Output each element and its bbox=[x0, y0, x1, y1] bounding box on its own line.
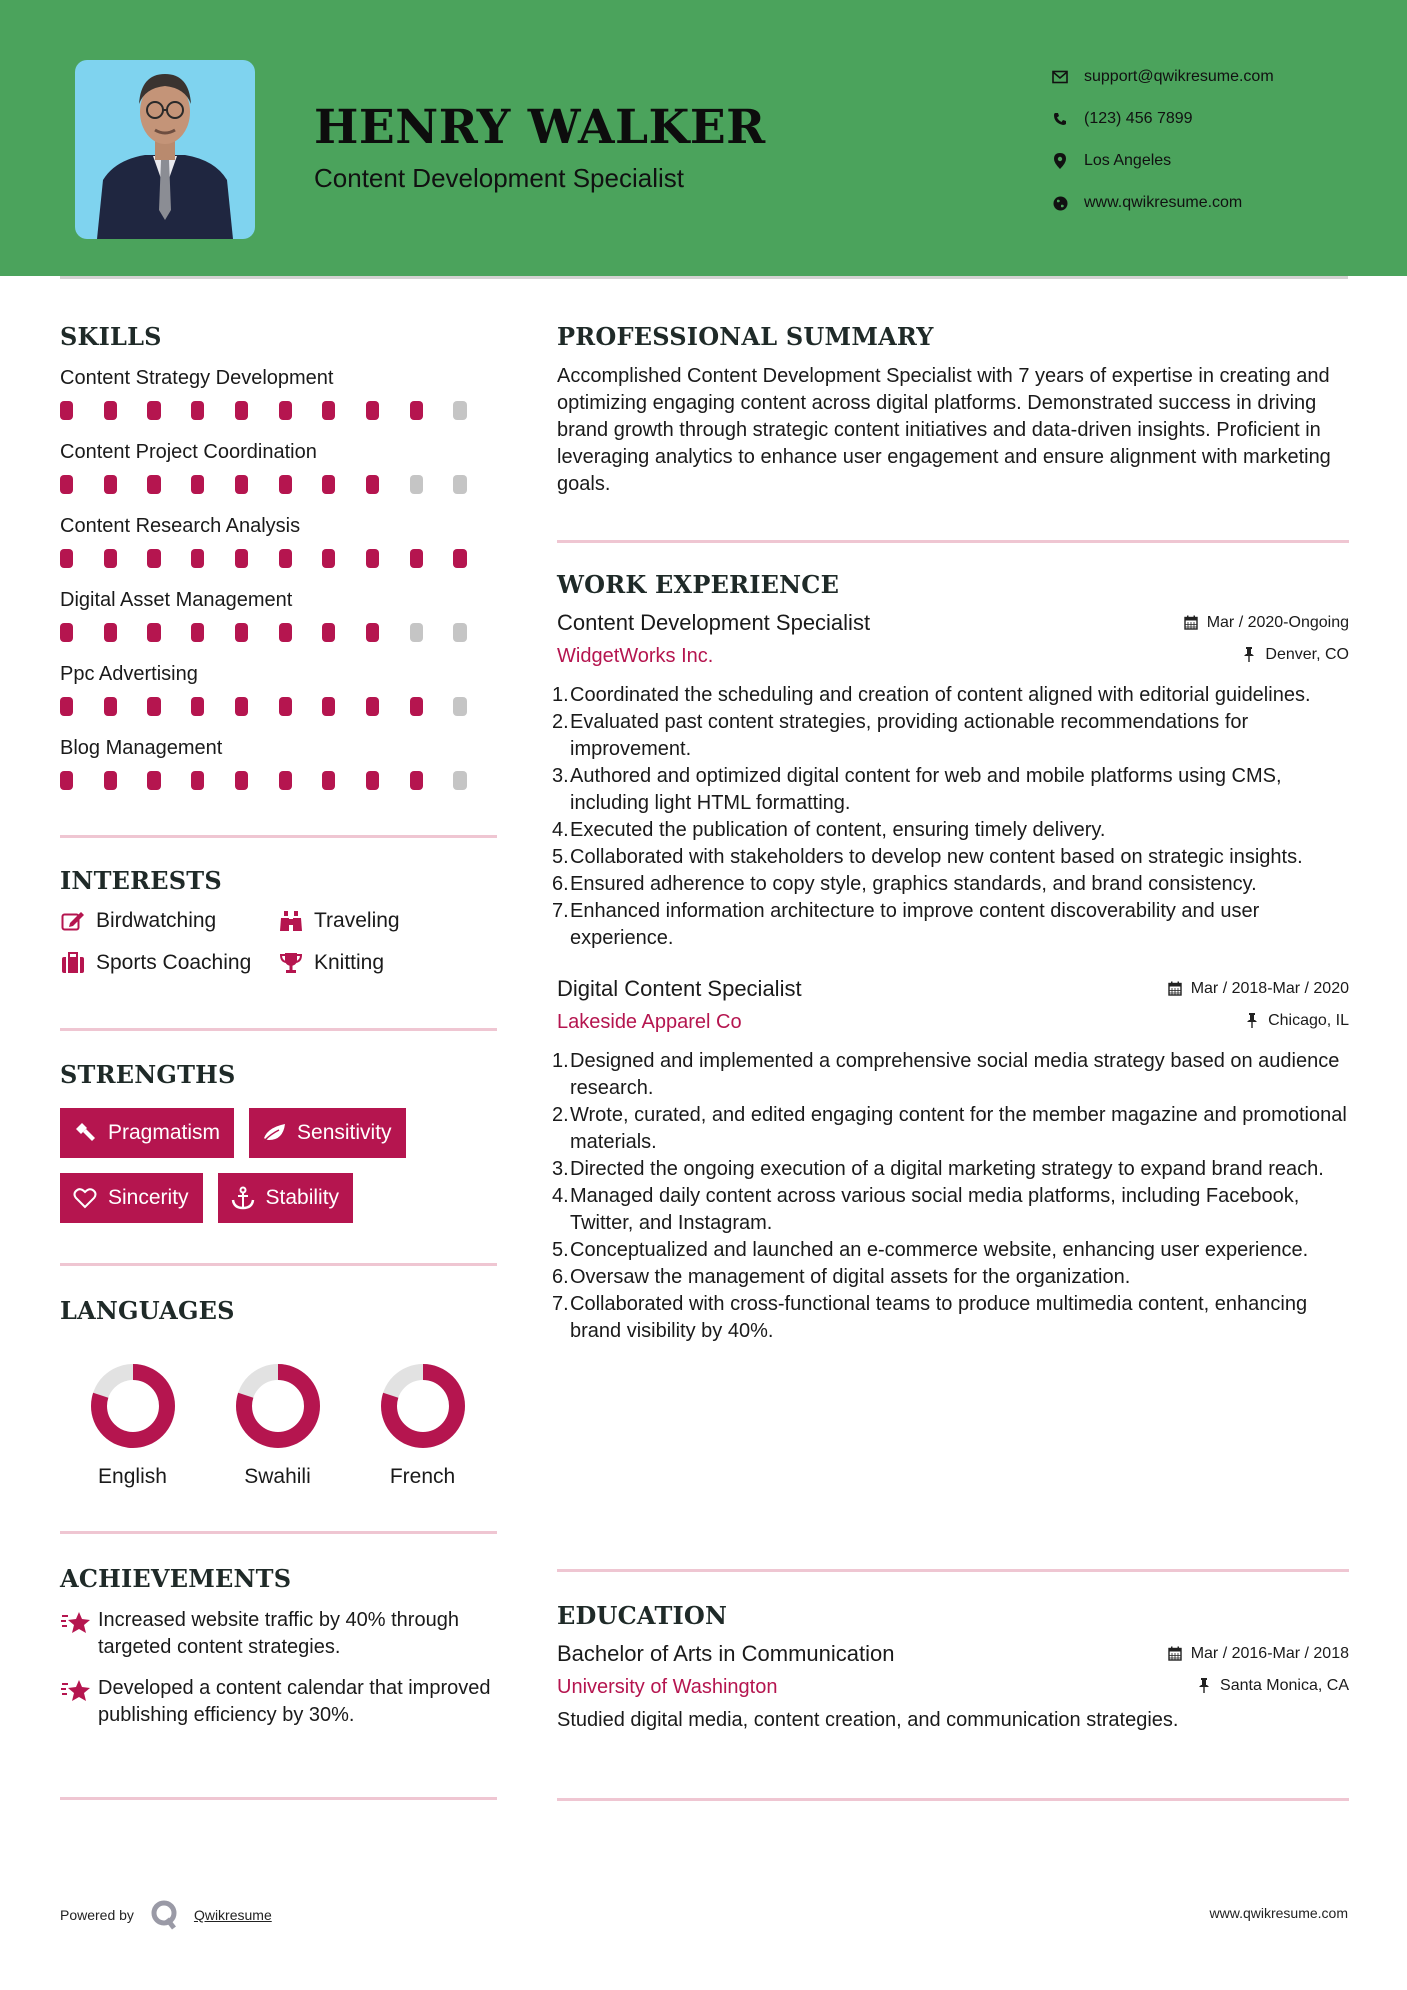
candidate-title: Content Development Specialist bbox=[314, 163, 684, 193]
job-bullet: 3. Authored and optimized digital content for web and mobile platforms using CMS, including light HTML formatting. bbox=[552, 765, 1282, 814]
education-section bbox=[557, 1601, 1349, 1732]
header-divider bbox=[60, 276, 1348, 279]
rating-dot-filled bbox=[235, 623, 248, 642]
job-location: Denver, CO bbox=[1241, 646, 1349, 664]
experience-section bbox=[552, 570, 1349, 1345]
job-bullet: 2. Wrote, curated, and edited engaging content for the member magazine and promotional materials. bbox=[552, 1104, 1347, 1153]
interests-list bbox=[60, 909, 497, 975]
section-divider bbox=[60, 1263, 497, 1266]
section-title-summary: PROFESSIONAL SUMMARY bbox=[557, 322, 934, 351]
rating-dot-filled bbox=[322, 623, 335, 642]
rating-dot-empty bbox=[453, 771, 466, 790]
skill-item: Content Project Coordination bbox=[60, 437, 497, 511]
pushpin-icon bbox=[1244, 1013, 1260, 1029]
rating-dot-empty bbox=[453, 697, 466, 716]
edit-icon bbox=[60, 909, 86, 933]
resume-header bbox=[0, 0, 1407, 276]
skill-rating bbox=[60, 393, 497, 437]
job-bullet: 7. Enhanced information architecture to improve content discoverability and user experience. bbox=[552, 900, 1260, 949]
rating-dot-filled bbox=[191, 623, 204, 642]
contact-website[interactable]: www.qwikresume.com bbox=[1050, 182, 1274, 224]
section-title-education: EDUCATION bbox=[557, 1601, 728, 1630]
rating-dot-filled bbox=[104, 475, 117, 494]
rating-dot-filled bbox=[191, 549, 204, 568]
rating-dot-filled bbox=[60, 623, 73, 642]
job-bullet: 6. Oversaw the management of digital assets for the organization. bbox=[552, 1266, 1131, 1288]
skill-item: Blog Management bbox=[60, 733, 497, 807]
skill-rating bbox=[60, 615, 497, 659]
strength-badge: Stability bbox=[218, 1173, 354, 1223]
achievement-item: Developed a content calendar that improved publishing efficiency by 30%. bbox=[60, 1675, 497, 1729]
rating-dot-filled bbox=[191, 771, 204, 790]
education-description: Studied digital media, content creation, and communication strategies. bbox=[557, 1709, 1179, 1731]
rating-dot-filled bbox=[279, 697, 292, 716]
job-entry bbox=[552, 610, 1349, 952]
summary-section bbox=[557, 322, 1349, 498]
contact-phone[interactable]: (123) 456 7899 bbox=[1050, 98, 1274, 140]
strength-badge: Sensitivity bbox=[249, 1108, 406, 1158]
contact-list bbox=[1050, 56, 1274, 224]
languages-list bbox=[60, 1363, 497, 1489]
rating-dot-empty bbox=[453, 623, 466, 642]
rating-dot-filled bbox=[147, 771, 160, 790]
section-divider bbox=[60, 835, 497, 838]
anchor-icon bbox=[230, 1186, 256, 1210]
section-divider bbox=[557, 1569, 1349, 1572]
rating-dot-filled bbox=[279, 549, 292, 568]
education-location: Santa Monica, CA bbox=[1196, 1677, 1349, 1695]
company-name: WidgetWorks Inc. bbox=[557, 645, 714, 667]
rating-dot-filled bbox=[410, 401, 423, 420]
rating-dot-filled bbox=[322, 549, 335, 568]
map-marker-icon bbox=[1050, 151, 1070, 171]
achievement-item: Increased website traffic by 40% through targeted content strategies. bbox=[60, 1607, 497, 1661]
skill-rating bbox=[60, 689, 497, 733]
rating-dot-filled bbox=[147, 549, 160, 568]
candidate-name: HENRY WALKER bbox=[314, 100, 766, 155]
rating-dot-filled bbox=[453, 549, 466, 568]
rating-dot-filled bbox=[60, 401, 73, 420]
section-title-strengths: STRENGTHS bbox=[60, 1060, 236, 1089]
contact-location: Los Angeles bbox=[1050, 140, 1274, 182]
skill-rating bbox=[60, 467, 497, 511]
calendar-icon bbox=[1183, 615, 1199, 631]
envelope-icon bbox=[1050, 67, 1070, 87]
rating-dot-empty bbox=[453, 475, 466, 494]
job-title: Content Development Specialist bbox=[557, 610, 871, 635]
rating-dot-filled bbox=[366, 475, 379, 494]
rating-dot-filled bbox=[191, 697, 204, 716]
achievements-section bbox=[60, 1564, 497, 1729]
job-bullet: 4. Managed daily content across various social media platforms, including Facebook, Twitter, and Instagram. bbox=[552, 1185, 1300, 1234]
qwikresume-logo-icon bbox=[150, 1900, 180, 1930]
pushpin-icon bbox=[1241, 647, 1257, 663]
rating-dot-filled bbox=[279, 475, 292, 494]
job-bullet: 6. Ensured adherence to copy style, graphics standards, and brand consistency. bbox=[552, 873, 1257, 895]
pushpin-icon bbox=[1196, 1678, 1212, 1694]
footer-website-link[interactable]: www.qwikresume.com bbox=[1209, 1905, 1348, 1921]
rating-dot-filled bbox=[147, 623, 160, 642]
star-icon bbox=[60, 1607, 98, 1661]
calendar-icon bbox=[1167, 1646, 1183, 1662]
interest-item: Sports Coaching bbox=[60, 951, 278, 975]
rating-dot-filled bbox=[366, 623, 379, 642]
rating-dot-filled bbox=[366, 401, 379, 420]
calendar-icon bbox=[1167, 981, 1183, 997]
section-divider bbox=[60, 1797, 497, 1800]
skill-rating bbox=[60, 763, 497, 807]
job-dates: Mar / 2020-Ongoing bbox=[1183, 614, 1349, 632]
strengths-section bbox=[60, 1060, 497, 1223]
rating-dot-filled bbox=[410, 549, 423, 568]
job-bullets bbox=[552, 682, 1349, 952]
job-bullet: 1. Coordinated the scheduling and creation of content aligned with editorial guidelines. bbox=[552, 684, 1311, 706]
rating-dot-filled bbox=[60, 771, 73, 790]
degree-title: Bachelor of Arts in Communication bbox=[557, 1641, 895, 1666]
strength-badge: Pragmatism bbox=[60, 1108, 234, 1158]
section-title-experience: WORK EXPERIENCE bbox=[557, 570, 840, 599]
heart-icon bbox=[72, 1186, 98, 1210]
language-item: Swahili bbox=[205, 1363, 350, 1489]
section-divider bbox=[60, 1028, 497, 1031]
rating-dot-filled bbox=[147, 401, 160, 420]
binoculars-icon bbox=[278, 909, 304, 933]
rating-dot-filled bbox=[235, 697, 248, 716]
skill-rating bbox=[60, 541, 497, 585]
job-location: Chicago, IL bbox=[1244, 1012, 1349, 1030]
trophy-icon bbox=[278, 951, 304, 975]
skill-item: Ppc Advertising bbox=[60, 659, 497, 733]
company-name: Lakeside Apparel Co bbox=[557, 1011, 742, 1033]
rating-dot-filled bbox=[191, 475, 204, 494]
rating-dot-filled bbox=[279, 771, 292, 790]
rating-dot-filled bbox=[191, 401, 204, 420]
skill-item: Content Research Analysis bbox=[60, 511, 497, 585]
briefcase-icon bbox=[60, 951, 86, 975]
skill-item: Digital Asset Management bbox=[60, 585, 497, 659]
rating-dot-filled bbox=[322, 697, 335, 716]
rating-dot-filled bbox=[235, 549, 248, 568]
contact-email[interactable]: support@qwikresume.com bbox=[1050, 56, 1274, 98]
job-bullet: 5. Collaborated with stakeholders to develop new content based on strategic insights. bbox=[552, 846, 1303, 868]
qwikresume-link[interactable]: Qwikresume bbox=[193, 1907, 272, 1923]
profile-photo bbox=[75, 60, 255, 239]
rating-dot-filled bbox=[235, 401, 248, 420]
job-bullet: 7. Collaborated with cross-functional teams to produce multimedia content, enhancing brand visibility by 40%. bbox=[552, 1293, 1308, 1342]
language-donut bbox=[380, 1363, 466, 1449]
summary-text: Accomplished Content Development Specialist with 7 years of expertise in creating and optimizing engaging content across digital platforms. Demonstrated success in driving brand growth through strategic content initiatives and data-driven insights. Proficient in leveraging analytics to enhance user engagement and ensure alignment with marketing goals. bbox=[557, 365, 1331, 495]
star-icon bbox=[60, 1675, 98, 1729]
section-divider bbox=[557, 1798, 1349, 1801]
skill-item: Content Strategy Development bbox=[60, 363, 497, 437]
rating-dot-filled bbox=[322, 401, 335, 420]
interest-item: Knitting bbox=[278, 951, 478, 975]
rating-dot-filled bbox=[104, 401, 117, 420]
job-bullets bbox=[552, 1048, 1349, 1345]
rating-dot-filled bbox=[366, 771, 379, 790]
strengths-list bbox=[60, 1108, 497, 1223]
section-divider bbox=[60, 1531, 497, 1534]
job-entry bbox=[552, 976, 1349, 1345]
interest-item: Traveling bbox=[278, 909, 478, 933]
education-entry bbox=[557, 1641, 1349, 1732]
section-title-skills: SKILLS bbox=[60, 322, 162, 351]
leaf-icon bbox=[261, 1121, 287, 1145]
section-title-languages: LANGUAGES bbox=[60, 1296, 235, 1325]
rating-dot-filled bbox=[60, 697, 73, 716]
rating-dot-filled bbox=[104, 623, 117, 642]
rating-dot-filled bbox=[235, 475, 248, 494]
section-title-interests: INTERESTS bbox=[60, 866, 222, 895]
rating-dot-filled bbox=[104, 771, 117, 790]
section-title-achievements: ACHIEVEMENTS bbox=[60, 1564, 292, 1593]
rating-dot-filled bbox=[104, 697, 117, 716]
language-item: English bbox=[60, 1363, 205, 1489]
job-bullet: 1. Designed and implemented a comprehensive social media strategy based on audience research. bbox=[552, 1050, 1340, 1099]
education-dates: Mar / 2016-Mar / 2018 bbox=[1167, 1645, 1349, 1663]
rating-dot-filled bbox=[366, 697, 379, 716]
skills-list bbox=[60, 363, 497, 807]
globe-icon bbox=[1050, 193, 1070, 213]
rating-dot-empty bbox=[410, 623, 423, 642]
rating-dot-filled bbox=[60, 475, 73, 494]
rating-dot-filled bbox=[322, 475, 335, 494]
rating-dot-filled bbox=[147, 475, 160, 494]
job-bullet: 3. Directed the ongoing execution of a digital marketing strategy to expand brand reach. bbox=[552, 1158, 1324, 1180]
job-bullet: 4. Executed the publication of content, ensuring timely delivery. bbox=[552, 819, 1106, 841]
language-donut bbox=[90, 1363, 176, 1449]
rating-dot-filled bbox=[104, 549, 117, 568]
strength-badge: Sincerity bbox=[60, 1173, 203, 1223]
rating-dot-filled bbox=[410, 771, 423, 790]
phone-icon bbox=[1050, 109, 1070, 129]
rating-dot-empty bbox=[410, 475, 423, 494]
section-divider bbox=[557, 540, 1349, 543]
language-item: French bbox=[350, 1363, 495, 1489]
interest-item: Birdwatching bbox=[60, 909, 278, 933]
rating-dot-filled bbox=[410, 697, 423, 716]
rating-dot-filled bbox=[147, 697, 160, 716]
gavel-icon bbox=[72, 1121, 98, 1145]
rating-dot-filled bbox=[279, 623, 292, 642]
rating-dot-filled bbox=[60, 549, 73, 568]
job-bullet: 2. Evaluated past content strategies, providing actionable recommendations for improvement. bbox=[552, 711, 1249, 760]
footer-powered-by: Powered by Qwikresume bbox=[60, 1900, 272, 1930]
rating-dot-filled bbox=[279, 401, 292, 420]
rating-dot-filled bbox=[322, 771, 335, 790]
rating-dot-filled bbox=[235, 771, 248, 790]
school-name: University of Washington bbox=[557, 1676, 778, 1698]
skills-section bbox=[60, 322, 497, 807]
job-dates: Mar / 2018-Mar / 2020 bbox=[1167, 980, 1349, 998]
interests-section bbox=[60, 866, 497, 975]
rating-dot-filled bbox=[366, 549, 379, 568]
rating-dot-empty bbox=[453, 401, 466, 420]
job-title: Digital Content Specialist bbox=[557, 976, 802, 1001]
language-donut bbox=[235, 1363, 321, 1449]
job-bullet: 5. Conceptualized and launched an e-commerce website, enhancing user experience. bbox=[552, 1239, 1309, 1261]
languages-section bbox=[60, 1296, 497, 1489]
